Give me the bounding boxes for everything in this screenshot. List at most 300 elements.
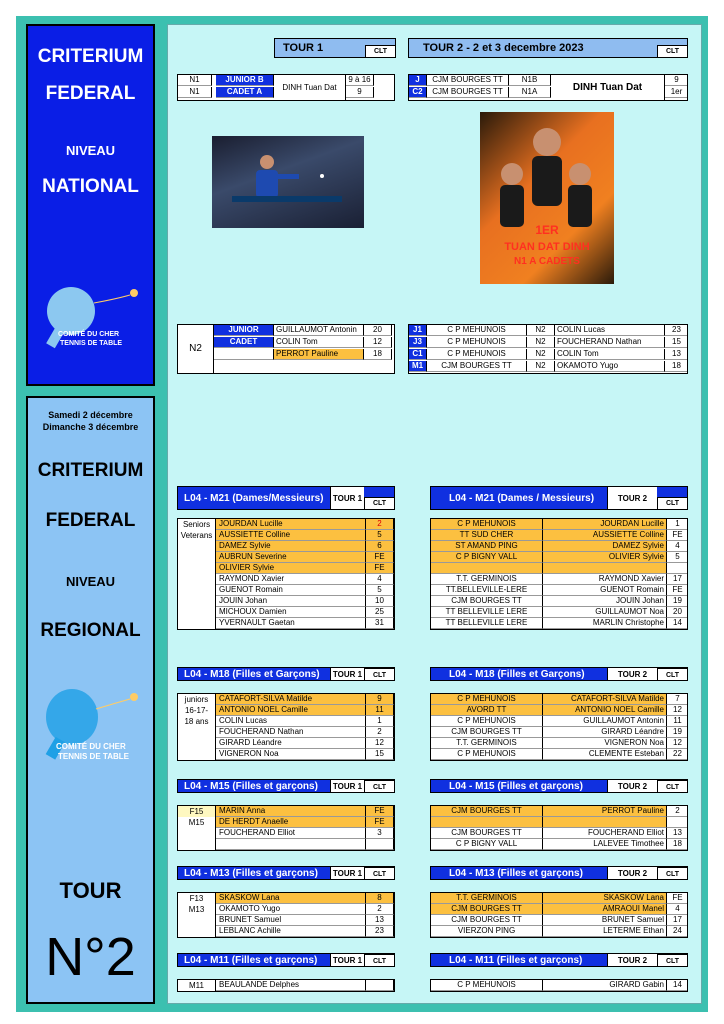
club-name: C P MEHUNOIS: [431, 519, 543, 530]
section-tour1-header: [177, 779, 395, 793]
player-clt: FE: [366, 563, 394, 574]
player-name: GIRARD Léandre: [216, 738, 366, 749]
player-clt-2: 12: [667, 738, 688, 749]
player-clt: 9: [366, 694, 394, 705]
tour-label: TOUR: [59, 878, 122, 903]
national-title-3: NIVEAU: [65, 143, 116, 158]
player-clt: 25: [366, 607, 394, 618]
table-row: [216, 716, 395, 727]
table-row-2: [431, 738, 688, 749]
section-tour2-label: TOUR 2: [607, 954, 657, 966]
n2-t2-cat: C1: [409, 349, 427, 360]
section-clt: CLT: [364, 954, 394, 966]
player-clt: 6: [366, 541, 394, 552]
table-row-2: [431, 727, 688, 738]
table-row-2: [431, 980, 688, 991]
player-clt: 2: [366, 727, 394, 738]
section-tour2-header: [430, 779, 688, 793]
player-name-2: CLEMENTE Esteban: [543, 749, 667, 760]
player-clt: 3: [366, 828, 394, 839]
section-tour2-label: TOUR 2: [607, 867, 657, 879]
n2-t2-clt: 13: [665, 349, 688, 360]
player-clt: [366, 980, 394, 991]
player-clt: 1: [366, 716, 394, 727]
regional-title-4: REGIONAL: [40, 620, 141, 641]
table-row: [216, 749, 395, 760]
national-title-1: CRITERIUM: [37, 46, 144, 67]
group-label: [178, 806, 216, 850]
n2-t1-cat: [214, 349, 274, 360]
player-clt: 2: [366, 904, 394, 915]
player-name-2: MARLIN Christophe: [543, 618, 667, 629]
table-row: [216, 585, 395, 596]
section-clt-2: CLT: [657, 668, 687, 680]
player-name-2: AMRAOUI Manel: [543, 904, 667, 915]
tour1-header: [274, 38, 396, 58]
section-tour1-label: TOUR 1: [330, 780, 364, 792]
n2-t1-clt: 12: [364, 337, 392, 348]
player-name: GUENOT Romain: [216, 585, 366, 596]
player-clt-2: 18: [667, 839, 688, 850]
player-name-2: GUILLAUMOT Antonin: [543, 716, 667, 727]
table-row-2: [431, 552, 688, 563]
player-name: OLIVIER Sylvie: [216, 563, 366, 574]
player-name-2: LETERME Ethan: [543, 926, 667, 937]
tour-number: N°2: [45, 927, 136, 987]
group-line: F15: [178, 806, 215, 817]
section-tour1-header: [177, 866, 395, 880]
section-tour2-table: [430, 805, 688, 851]
player-clt-2: 13: [667, 828, 688, 839]
section-tour2-table: [430, 979, 688, 992]
player-name-2: OLIVIER Sylvie: [543, 552, 667, 563]
player-name: COLIN Lucas: [216, 716, 366, 727]
comite-logo-2: [34, 683, 149, 768]
table-row-2: [431, 618, 688, 629]
table-row-2: [431, 541, 688, 552]
section-clt: CLT: [364, 668, 394, 680]
player-name: BRUNET Samuel: [216, 915, 366, 926]
n2-t2-name: COLIN Lucas: [555, 325, 665, 336]
section-clt-2: CLT: [657, 954, 687, 966]
section-tour2-header: [430, 866, 688, 880]
player-name: FOUCHERAND Elliot: [216, 828, 366, 839]
section-tour2-header: [430, 486, 688, 510]
club-name: AVORD TT: [431, 705, 543, 716]
tour2-header: [408, 38, 688, 58]
section-title-2: L04 - M21 (Dames / Messieurs): [449, 492, 595, 504]
club-name: ST AMAND PING: [431, 541, 543, 552]
club-name: C P MEHUNOIS: [431, 716, 543, 727]
player-clt-2: 11: [667, 716, 688, 727]
table-row-2: [431, 519, 688, 530]
group-label: [178, 980, 216, 991]
player-name-2: SKASKOW Lana: [543, 893, 667, 904]
player-name-2: PERROT Pauline: [543, 806, 667, 817]
table-row: [216, 530, 395, 541]
player-name: JOURDAN Lucille: [216, 519, 366, 530]
table-row: [216, 839, 395, 850]
n2-t2-club: C P MEHUNOIS: [427, 349, 527, 360]
group-line: 18 ans: [184, 717, 209, 726]
section-clt: CLT: [364, 497, 394, 509]
section-tour1-label: TOUR 1: [330, 487, 364, 509]
table-row: [216, 915, 395, 926]
n2-t2-row: [409, 349, 688, 360]
player-name-2: [543, 563, 667, 574]
player-clt: 12: [366, 738, 394, 749]
player-name-2: JOURDAN Lucille: [543, 519, 667, 530]
section-tour2-table: [430, 693, 688, 761]
tour2-header-label: TOUR 2 - 2 et 3 decembre 2023: [423, 42, 584, 54]
club-name: T.T. GERMINOIS: [431, 893, 543, 904]
n2-tour1-box: N2 JUNIOR GUILLAUMOT Antonin 20 CADET COLIN Tom 12 PERROT Pauline 18: [177, 324, 395, 374]
section-title: L04 - M15 (Filles et garçons): [184, 780, 318, 792]
table-row-2: [431, 828, 688, 839]
n1-t1-row-2: N1 CADET A 9: [178, 87, 395, 98]
n2-t2-club: C P MEHUNOIS: [427, 325, 527, 336]
left-panel-regional: [26, 396, 155, 1004]
table-row: [216, 738, 395, 749]
table-row-2: [431, 806, 688, 817]
player-clt-2: 5: [667, 552, 688, 563]
table-row-2: [431, 904, 688, 915]
table-row-2: [431, 705, 688, 716]
club-name: CJM BOURGES TT: [431, 915, 543, 926]
player-clt-2: 2: [667, 806, 688, 817]
section-clt-2: CLT: [657, 780, 687, 792]
table-row-2: [431, 716, 688, 727]
poster-text-2: TUAN DAT DINH: [504, 241, 590, 253]
group-line: M15: [188, 818, 205, 827]
date-line-1: Samedi 2 décembre: [48, 410, 133, 420]
player-name: SKASKOW Lana: [216, 893, 366, 904]
n2-t2-name: OKAMOTO Yugo: [555, 361, 665, 372]
player-clt: 10: [366, 596, 394, 607]
n1-t1-row-1: N1 JUNIOR B DINH Tuan Dat 9 à 16: [178, 75, 395, 86]
n2-tour2-box: [408, 324, 688, 374]
player-photo: [212, 136, 364, 228]
player-name-2: CATAFORT-SILVA Matilde: [543, 694, 667, 705]
section-tour1-label: TOUR 1: [330, 954, 364, 966]
group-line: M13: [188, 905, 205, 914]
section-tour2-header: [430, 953, 688, 967]
section-clt-2: CLT: [657, 497, 687, 509]
n2-t1-name: GUILLAUMOT Antonin: [274, 325, 364, 336]
table-row: [216, 727, 395, 738]
player-name: VIGNERON Noa: [216, 749, 366, 760]
table-row-2: [431, 749, 688, 760]
table-row-2: [431, 563, 688, 574]
player-clt: 15: [366, 749, 394, 760]
date-line-2: Dimanche 3 décembre: [42, 422, 139, 432]
player-name-2: [543, 817, 667, 828]
table-row-2: [431, 574, 688, 585]
player-name: DAMEZ Sylvie: [216, 541, 366, 552]
tour1-clt: CLT: [365, 45, 395, 57]
regional-title-3: NIVEAU: [65, 574, 116, 589]
n2-t2-cat: J3: [409, 337, 427, 348]
section-tour2-label: TOUR 2: [607, 487, 657, 509]
national-title-2: FEDERAL: [45, 83, 136, 104]
player-name: LEBLANC Achille: [216, 926, 366, 937]
player-clt: 5: [366, 585, 394, 596]
section-title-2: L04 - M13 (Filles et garçons): [449, 867, 583, 879]
table-row: [216, 705, 395, 716]
player-clt-2: 19: [667, 596, 688, 607]
section-clt: CLT: [364, 867, 394, 879]
player-clt: 4: [366, 574, 394, 585]
player-name-2: JOUIN Johan: [543, 596, 667, 607]
national-title-4: NATIONAL: [42, 176, 139, 197]
player-name-2: FOUCHERAND Elliot: [543, 828, 667, 839]
table-row: [216, 574, 395, 585]
player-clt-2: 1: [667, 519, 688, 530]
club-name: CJM BOURGES TT: [431, 828, 543, 839]
player-name: AUSSIETTE Colline: [216, 530, 366, 541]
player-clt-2: 24: [667, 926, 688, 937]
section-tour1-table: [177, 693, 395, 761]
player-name: RAYMOND Xavier: [216, 574, 366, 585]
section-tour1-table: [177, 979, 395, 992]
player-clt: 5: [366, 530, 394, 541]
section-tour1-header: [177, 486, 395, 510]
section-tour2-label: TOUR 2: [607, 668, 657, 680]
table-row: [216, 980, 395, 991]
section-tour1-table: [177, 518, 395, 630]
player-name: FOUCHERAND Nathan: [216, 727, 366, 738]
section-tour1-header: [177, 667, 395, 681]
n2-t1-name: COLIN Tom: [274, 337, 364, 348]
table-row: [216, 618, 395, 629]
n2-t2-level: N2: [527, 349, 555, 360]
player-name: [216, 839, 366, 850]
player-clt-2: 19: [667, 727, 688, 738]
table-row: [216, 806, 395, 817]
player-clt-2: [667, 563, 688, 574]
group-label: [178, 519, 216, 629]
section-title: L04 - M21 (Dames/Messieurs): [184, 492, 324, 504]
player-name: JOUIN Johan: [216, 596, 366, 607]
player-name-2: VIGNERON Noa: [543, 738, 667, 749]
player-name: YVERNAULT Gaetan: [216, 618, 366, 629]
player-name: DE HERDT Anaelle: [216, 817, 366, 828]
player-name: CATAFORT-SILVA Matilde: [216, 694, 366, 705]
table-row-2: [431, 915, 688, 926]
player-name-2: DAMEZ Sylvie: [543, 541, 667, 552]
n2-t2-level: N2: [527, 337, 555, 348]
club-name: CJM BOURGES TT: [431, 806, 543, 817]
player-clt: 13: [366, 915, 394, 926]
player-name: OKAMOTO Yugo: [216, 904, 366, 915]
section-tour1-header: [177, 953, 395, 967]
group-label: [178, 893, 216, 937]
section-title-2: L04 - M11 (Filles et garçons): [449, 954, 583, 966]
n2-t1-cat: JUNIOR: [214, 325, 274, 336]
group-line: 16-17-: [184, 706, 209, 715]
table-row-2: [431, 585, 688, 596]
n1-t2-row-1: J CJM BOURGES TT N1B DINH Tuan Dat 9: [409, 75, 688, 86]
table-row: [216, 607, 395, 618]
club-name: C P MEHUNOIS: [431, 980, 543, 991]
n2-t1-clt: 18: [364, 349, 392, 360]
n2-t2-level: N2: [527, 325, 555, 336]
player-clt: 11: [366, 705, 394, 716]
player-name-2: GUENOT Romain: [543, 585, 667, 596]
club-name: C P BIGNY VALL: [431, 552, 543, 563]
club-name: TT SUD CHER: [431, 530, 543, 541]
logo2-text-2: TENNIS DE TABLE: [58, 752, 129, 761]
player-name: AUBRUN Severine: [216, 552, 366, 563]
poster-text-1: 1ER: [535, 223, 559, 237]
section-tour2-table: [430, 892, 688, 938]
n2-t1-row: [214, 349, 394, 360]
player-name-2: GUILLAUMOT Noa: [543, 607, 667, 618]
table-row: [216, 893, 395, 904]
table-row-2: [431, 607, 688, 618]
n2-t2-club: C P MEHUNOIS: [427, 337, 527, 348]
section-tour2-label: TOUR 2: [607, 780, 657, 792]
club-name: TT BELLEVILLE LERE: [431, 607, 543, 618]
table-row: [216, 817, 395, 828]
player-clt: 2: [366, 519, 394, 530]
group-label: [178, 694, 216, 760]
club-name: C P MEHUNOIS: [431, 749, 543, 760]
club-name: CJM BOURGES TT: [431, 596, 543, 607]
player-clt-2: FE: [667, 530, 688, 541]
n2-t1-row: [214, 325, 394, 336]
table-row-2: [431, 839, 688, 850]
tour1-header-label: TOUR 1: [283, 42, 324, 54]
comite-logo: [36, 281, 151, 351]
player-name-2: AUSSIETTE Colline: [543, 530, 667, 541]
player-clt-2: 22: [667, 749, 688, 760]
table-row: [216, 541, 395, 552]
player-clt: 23: [366, 926, 394, 937]
club-name: CJM BOURGES TT: [431, 727, 543, 738]
n2-t2-row: [409, 337, 688, 348]
table-row: [216, 596, 395, 607]
n2-t2-level: N2: [527, 361, 555, 372]
club-name: T.T. GERMINOIS: [431, 574, 543, 585]
player-name: BEAULANDE Delphes: [216, 980, 366, 991]
n2-t2-cat: M1: [409, 361, 427, 372]
table-row: [216, 828, 395, 839]
club-name: CJM BOURGES TT: [431, 904, 543, 915]
player-name-2: GIRARD Léandre: [543, 727, 667, 738]
group-line: M11: [189, 981, 204, 990]
player-name: ANTONIO NOEL Camille: [216, 705, 366, 716]
player-clt-2: 12: [667, 705, 688, 716]
player-name-2: RAYMOND Xavier: [543, 574, 667, 585]
club-name: TT BELLEVILLE LERE: [431, 618, 543, 629]
section-title: L04 - M11 (Filles et garçons): [184, 954, 318, 966]
table-row: [216, 552, 395, 563]
group-line: Veterans: [180, 531, 213, 540]
player-clt: FE: [366, 806, 394, 817]
n2-t1-cat: CADET: [214, 337, 274, 348]
player-clt-2: 4: [667, 904, 688, 915]
group-line: Seniors: [182, 520, 211, 529]
player-clt-2: [667, 817, 688, 828]
n2-t2-name: FOUCHERAND Nathan: [555, 337, 665, 348]
n1-tour1-box: [177, 74, 395, 101]
n2-t2-clt: 18: [665, 361, 688, 372]
n2-t1-clt: 20: [364, 325, 392, 336]
n1-t2-row-2: C2 CJM BOURGES TT N1A 1er: [409, 87, 688, 98]
player-clt-2: 4: [667, 541, 688, 552]
regional-title-2: FEDERAL: [45, 510, 136, 531]
player-name-2: BRUNET Samuel: [543, 915, 667, 926]
team-poster: [480, 112, 614, 284]
club-name: TT.BELLEVILLE-LERE: [431, 585, 543, 596]
section-title-2: L04 - M18 (Filles et Garçons): [449, 668, 585, 680]
player-clt-2: 20: [667, 607, 688, 618]
table-row: [216, 926, 395, 937]
section-tour1-table: [177, 805, 395, 851]
table-row: [216, 519, 395, 530]
player-name-2: LALEVEE Timothee: [543, 839, 667, 850]
left-panel-national: [26, 24, 155, 386]
player-name: MARIN Anna: [216, 806, 366, 817]
table-row-2: [431, 530, 688, 541]
n2-t2-clt: 23: [665, 325, 688, 336]
player-name-2: ANTONIO NOEL Camille: [543, 705, 667, 716]
group-line: juniors: [184, 695, 209, 704]
regional-title-1: CRITERIUM: [37, 460, 144, 481]
player-clt: FE: [366, 552, 394, 563]
n2-t2-cat: J1: [409, 325, 427, 336]
player-name-2: GIRARD Gabin: [543, 980, 667, 991]
group-line: F13: [189, 894, 204, 903]
n2-t2-row: [409, 361, 688, 372]
logo-text-1: COMITÉ DU CHER: [58, 331, 120, 338]
section-title-2: L04 - M15 (Filles et garçons): [449, 780, 583, 792]
club-name: T.T. GERMINOIS: [431, 738, 543, 749]
section-tour1-label: TOUR 1: [330, 867, 364, 879]
player-clt: 31: [366, 618, 394, 629]
player-clt-2: 17: [667, 915, 688, 926]
player-clt-2: FE: [667, 585, 688, 596]
table-row-2: [431, 817, 688, 828]
section-clt-2: CLT: [657, 867, 687, 879]
logo-text-2: TENNIS DE TABLE: [60, 340, 123, 347]
table-row-2: [431, 596, 688, 607]
club-name: [431, 563, 543, 574]
section-title: L04 - M13 (Filles et garçons): [184, 867, 318, 879]
table-row-2: [431, 694, 688, 705]
player-clt-2: 17: [667, 574, 688, 585]
player-clt-2: 14: [667, 980, 688, 991]
section-title: L04 - M18 (Filles et Garçons): [184, 668, 320, 680]
n2-t2-name: COLIN Tom: [555, 349, 665, 360]
logo2-text-1: COMITÉ DU CHER: [56, 742, 126, 751]
section-tour2-table: [430, 518, 688, 630]
n2-t1-row: [214, 337, 394, 348]
section-clt: CLT: [364, 780, 394, 792]
tour2-clt: CLT: [657, 45, 687, 57]
player-clt-2: 7: [667, 694, 688, 705]
table-row: [216, 694, 395, 705]
table-row-2: [431, 893, 688, 904]
player-clt: [366, 839, 394, 850]
player-clt: FE: [366, 817, 394, 828]
section-tour1-table: [177, 892, 395, 938]
club-name: VIERZON PING: [431, 926, 543, 937]
table-row: [216, 904, 395, 915]
n2-t2-row: [409, 325, 688, 336]
n2-t1-name: PERROT Pauline: [274, 349, 364, 360]
